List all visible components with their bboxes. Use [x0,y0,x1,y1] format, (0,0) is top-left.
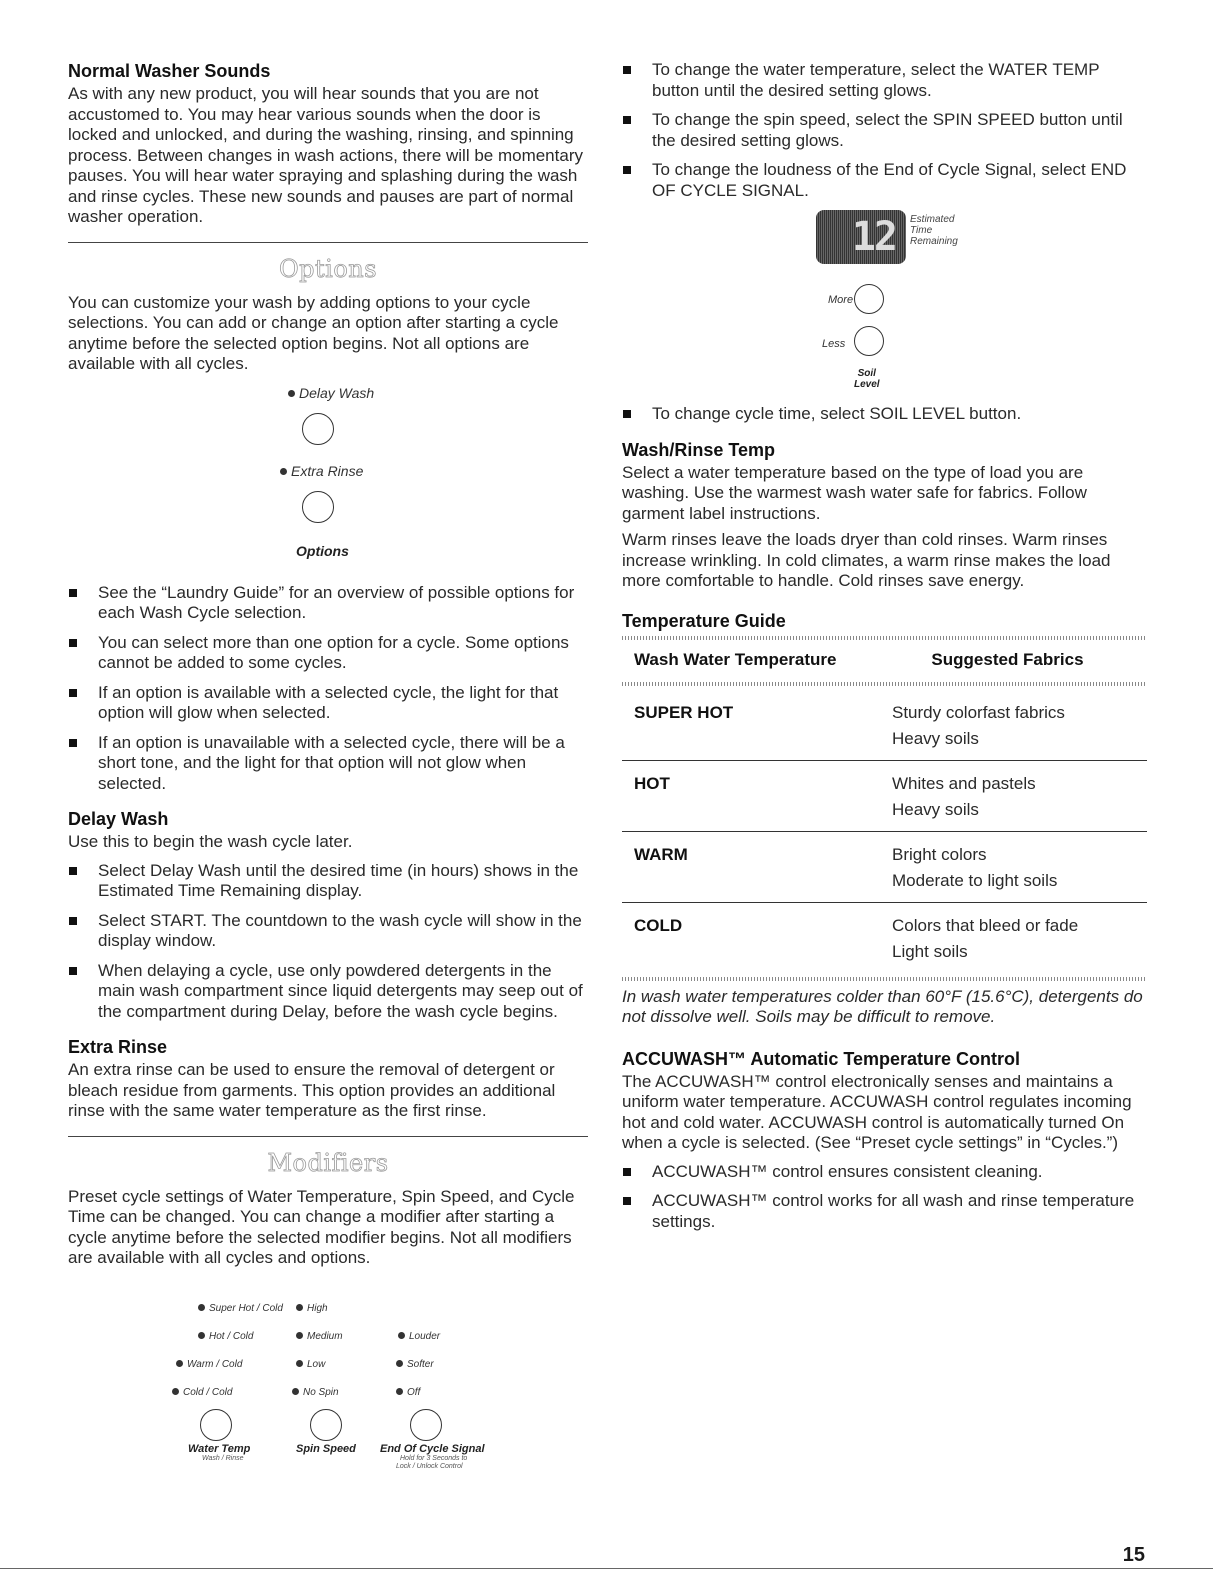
bullet-icon [69,967,77,975]
bullet-icon [623,410,631,418]
bullet-icon [623,1168,631,1176]
modifier-bullets [622,60,1147,201]
fabrics-cell: Whites and pastels Heavy soils [880,760,1147,831]
water-temp-caption: Water Temp [188,1442,251,1455]
indicator-light-icon [398,1332,405,1339]
delay-wash-bullets [68,861,588,1023]
extra-rinse-button-icon [302,491,334,523]
fabrics-cell: Colors that bleed or fade Light soils [892,915,1079,961]
wash-rinse-heading: Wash/Rinse Temp [622,439,776,460]
temp-cell: WARM [622,831,880,902]
list-item: When delaying a cycle, use only powdered detergents in the main wash compartment since liquid detergents may seep out of the compartment during Delay, before the wash cycle begins. [68,961,588,1023]
options-panel [68,383,588,571]
normal-sounds-body: As with any new product, you will hear sounds that you are not accustomed to. You may hear various sounds when the door is locked and unlocked, and during the washing, rinsing, and spinning process. Between changes in wash actions, there will be momentary pauses. You will hear water spraying and splashing during the wash and rinse cycles. These new sounds and pauses are part of normal washer operation. [68,84,583,226]
indicator-light-icon [296,1360,303,1367]
spin-speed-caption: Spin Speed [296,1442,356,1455]
modifiers-panel [68,1283,588,1470]
less-label: Less [822,338,846,350]
table-row [622,831,1147,902]
list-item: To change the spin speed, select the SPIN SPEED button until the desired setting glows. [622,110,1147,151]
spin-speed-option: No Spin [292,1387,339,1398]
footer-rule [0,1568,1213,1569]
table-row [622,902,1147,973]
extra-rinse-heading: Extra Rinse [68,1037,168,1057]
list-item: ACCUWASH™ control works for all wash and rinse temperature settings. [622,1191,1147,1232]
wash-rinse-p1: Select a water temperature based on the type of load you are washing. Use the warmest wash water safe for fabrics. Follow garment label instructions. [622,462,1087,523]
list-item: To change the water temperature, select the WATER TEMP button until the desired setting glows. [622,60,1147,101]
estimated-time-display [816,210,906,264]
list-item: See the “Laundry Guide” for an overview of possible options for each Wash Cycle selection. [68,583,588,624]
accuwash-bullets [622,1162,1147,1233]
indicator-light-icon [280,468,287,475]
section-divider [68,242,588,243]
indicator-light-icon [172,1388,179,1395]
more-label: More [828,294,854,306]
spin-speed-option: High [296,1303,328,1314]
bullet-icon [623,116,631,124]
table-row [622,690,1147,761]
signal-option: Louder [398,1331,440,1342]
right-column [622,60,1147,1241]
spin-speed-button-icon [310,1409,342,1441]
water-temp-button-icon [200,1409,232,1441]
page-number: 15 [1122,1544,1145,1566]
list-item: Select Delay Wash until the desired time (in hours) shows in the Estimated Time Remaining display. [68,861,588,902]
fabrics-cell: Sturdy colorfast fabrics Heavy soils [880,690,1147,761]
indicator-light-icon [396,1388,403,1395]
table-header-row [622,644,1147,678]
options-caption: Options [296,542,349,559]
options-title: Options [278,254,378,283]
dotted-rule [622,682,1147,686]
signal-subcaption: Lock / Unlock Control [396,1462,463,1470]
temp-note: In wash water temperatures colder than 60°F (15.6°C), detergents do not dissolve well. Soils may be difficult to remove. [622,986,1143,1026]
indicator-light-icon [176,1360,183,1367]
delay-wash-label: Delay Wash [299,384,375,401]
bullet-icon [69,589,77,597]
soil-level-caption: Soil Level [854,368,880,390]
delay-wash-heading: Delay Wash [68,809,169,829]
column-header: Wash Water Temperature [634,649,837,669]
list-item: To change cycle time, select SOIL LEVEL button. [622,404,1147,425]
bullet-icon [69,689,77,697]
indicator-light-icon [296,1304,303,1311]
signal-option: Softer [396,1359,434,1370]
water-temp-option: Cold / Cold [172,1387,232,1398]
soil-bullet [622,404,1147,425]
accuwash-body: The ACCUWASH™ control electronically senses and maintains a uniform water temperature. ACCUWASH control regulates incoming hot and cold water. ACCUWASH control is automatically turned On when a cycle is selected. (See “Preset cycle settings” in “Cycles.”) [622,1071,1132,1152]
section-divider [68,1136,588,1137]
modifiers-title: Modifiers [267,1148,389,1177]
delay-wash-body: Use this to begin the wash cycle later. [68,832,353,851]
signal-option: Off [396,1387,420,1398]
indicator-light-icon [198,1304,205,1311]
dotted-rule [622,636,1147,640]
indicator-light-icon [288,390,295,397]
water-temp-option: Warm / Cold [176,1359,242,1370]
bullet-icon [623,1197,631,1205]
wash-rinse-p2: Warm rinses leave the loads dryer than cold rinses. Warm rinses increase wrinkling. In cold climates, a warm rinse makes the load more comfortable to handle. Cold rinses save energy. [622,530,1111,590]
column-header: Suggested Fabrics [931,649,1084,669]
temp-cell: SUPER HOT [622,690,880,761]
indicator-light-icon [296,1332,303,1339]
bullet-icon [69,739,77,747]
soil-more-button-icon [854,284,884,314]
modifiers-intro: Preset cycle settings of Water Temperature, Spin Speed, and Cycle Time can be changed. You can change a modifier after starting a cycle anytime before the selected modifier begins. Not all modifiers are available with all cycles and options. [68,1186,575,1267]
bullet-icon [69,639,77,647]
bullet-icon [623,66,631,74]
signal-button-icon [410,1409,442,1441]
list-item: You can select more than one option for a cycle. Some options cannot be added to some cycles. [68,633,588,674]
accuwash-heading: ACCUWASH™ Automatic Temperature Control [622,1048,1021,1069]
soil-level-panel [622,210,1147,408]
temp-cell: HOT [622,760,880,831]
signal-subcaption: Hold for 3 Seconds to [400,1454,468,1462]
bullet-icon [69,917,77,925]
list-item: If an option is unavailable with a selected cycle, there will be a short tone, and the light for that option will not glow when selected. [68,733,588,795]
water-temp-option: Super Hot / Cold [198,1303,283,1314]
spin-speed-option: Low [296,1359,325,1370]
display-value: 12 [851,214,896,260]
temperature-guide-table [622,644,1147,678]
table-row [622,760,1147,831]
spin-speed-option: Medium [296,1331,343,1342]
indicator-light-icon [292,1388,299,1395]
bullet-icon [69,867,77,875]
fabrics-cell: Bright colors Moderate to light soils [880,831,1147,902]
display-label: Estimated Time Remaining [910,214,958,247]
list-item: To change the loudness of the End of Cycle Signal, select END OF CYCLE SIGNAL. [622,160,1147,201]
temp-guide-heading: Temperature Guide [622,610,786,631]
signal-caption: End Of Cycle Signal [380,1442,485,1455]
delay-wash-indicator [288,385,374,403]
indicator-light-icon [198,1332,205,1339]
soil-less-button-icon [854,326,884,356]
options-bullets [68,583,588,795]
indicator-light-icon [396,1360,403,1367]
extra-rinse-body: An extra rinse can be used to ensure the removal of detergent or bleach residue from garments. This option provides an additional rinse with the same water temperature as the first rinse. [68,1060,556,1120]
list-item: If an option is available with a selected cycle, the light for that option will glow when selected. [68,683,588,724]
options-intro: You can customize your wash by adding options to your cycle selections. You can add or change an option after starting a cycle anytime before the selected option begins. Not all options are available with all cycles. [68,292,559,373]
water-temp-option: Hot / Cold [198,1331,253,1342]
left-column [68,60,588,1470]
bullet-icon [623,166,631,174]
list-item: ACCUWASH™ control ensures consistent cleaning. [622,1162,1147,1183]
normal-sounds-heading: Normal Washer Sounds [68,61,271,81]
dotted-rule [622,977,1147,981]
list-item: Select START. The countdown to the wash cycle will show in the display window. [68,911,588,952]
temp-cell: COLD [634,915,683,935]
extra-rinse-label: Extra Rinse [291,462,364,479]
extra-rinse-indicator [280,463,363,481]
temperature-guide-body [622,690,1147,973]
water-temp-subcaption: Wash / Rinse [202,1454,244,1462]
delay-wash-button-icon [302,413,334,445]
